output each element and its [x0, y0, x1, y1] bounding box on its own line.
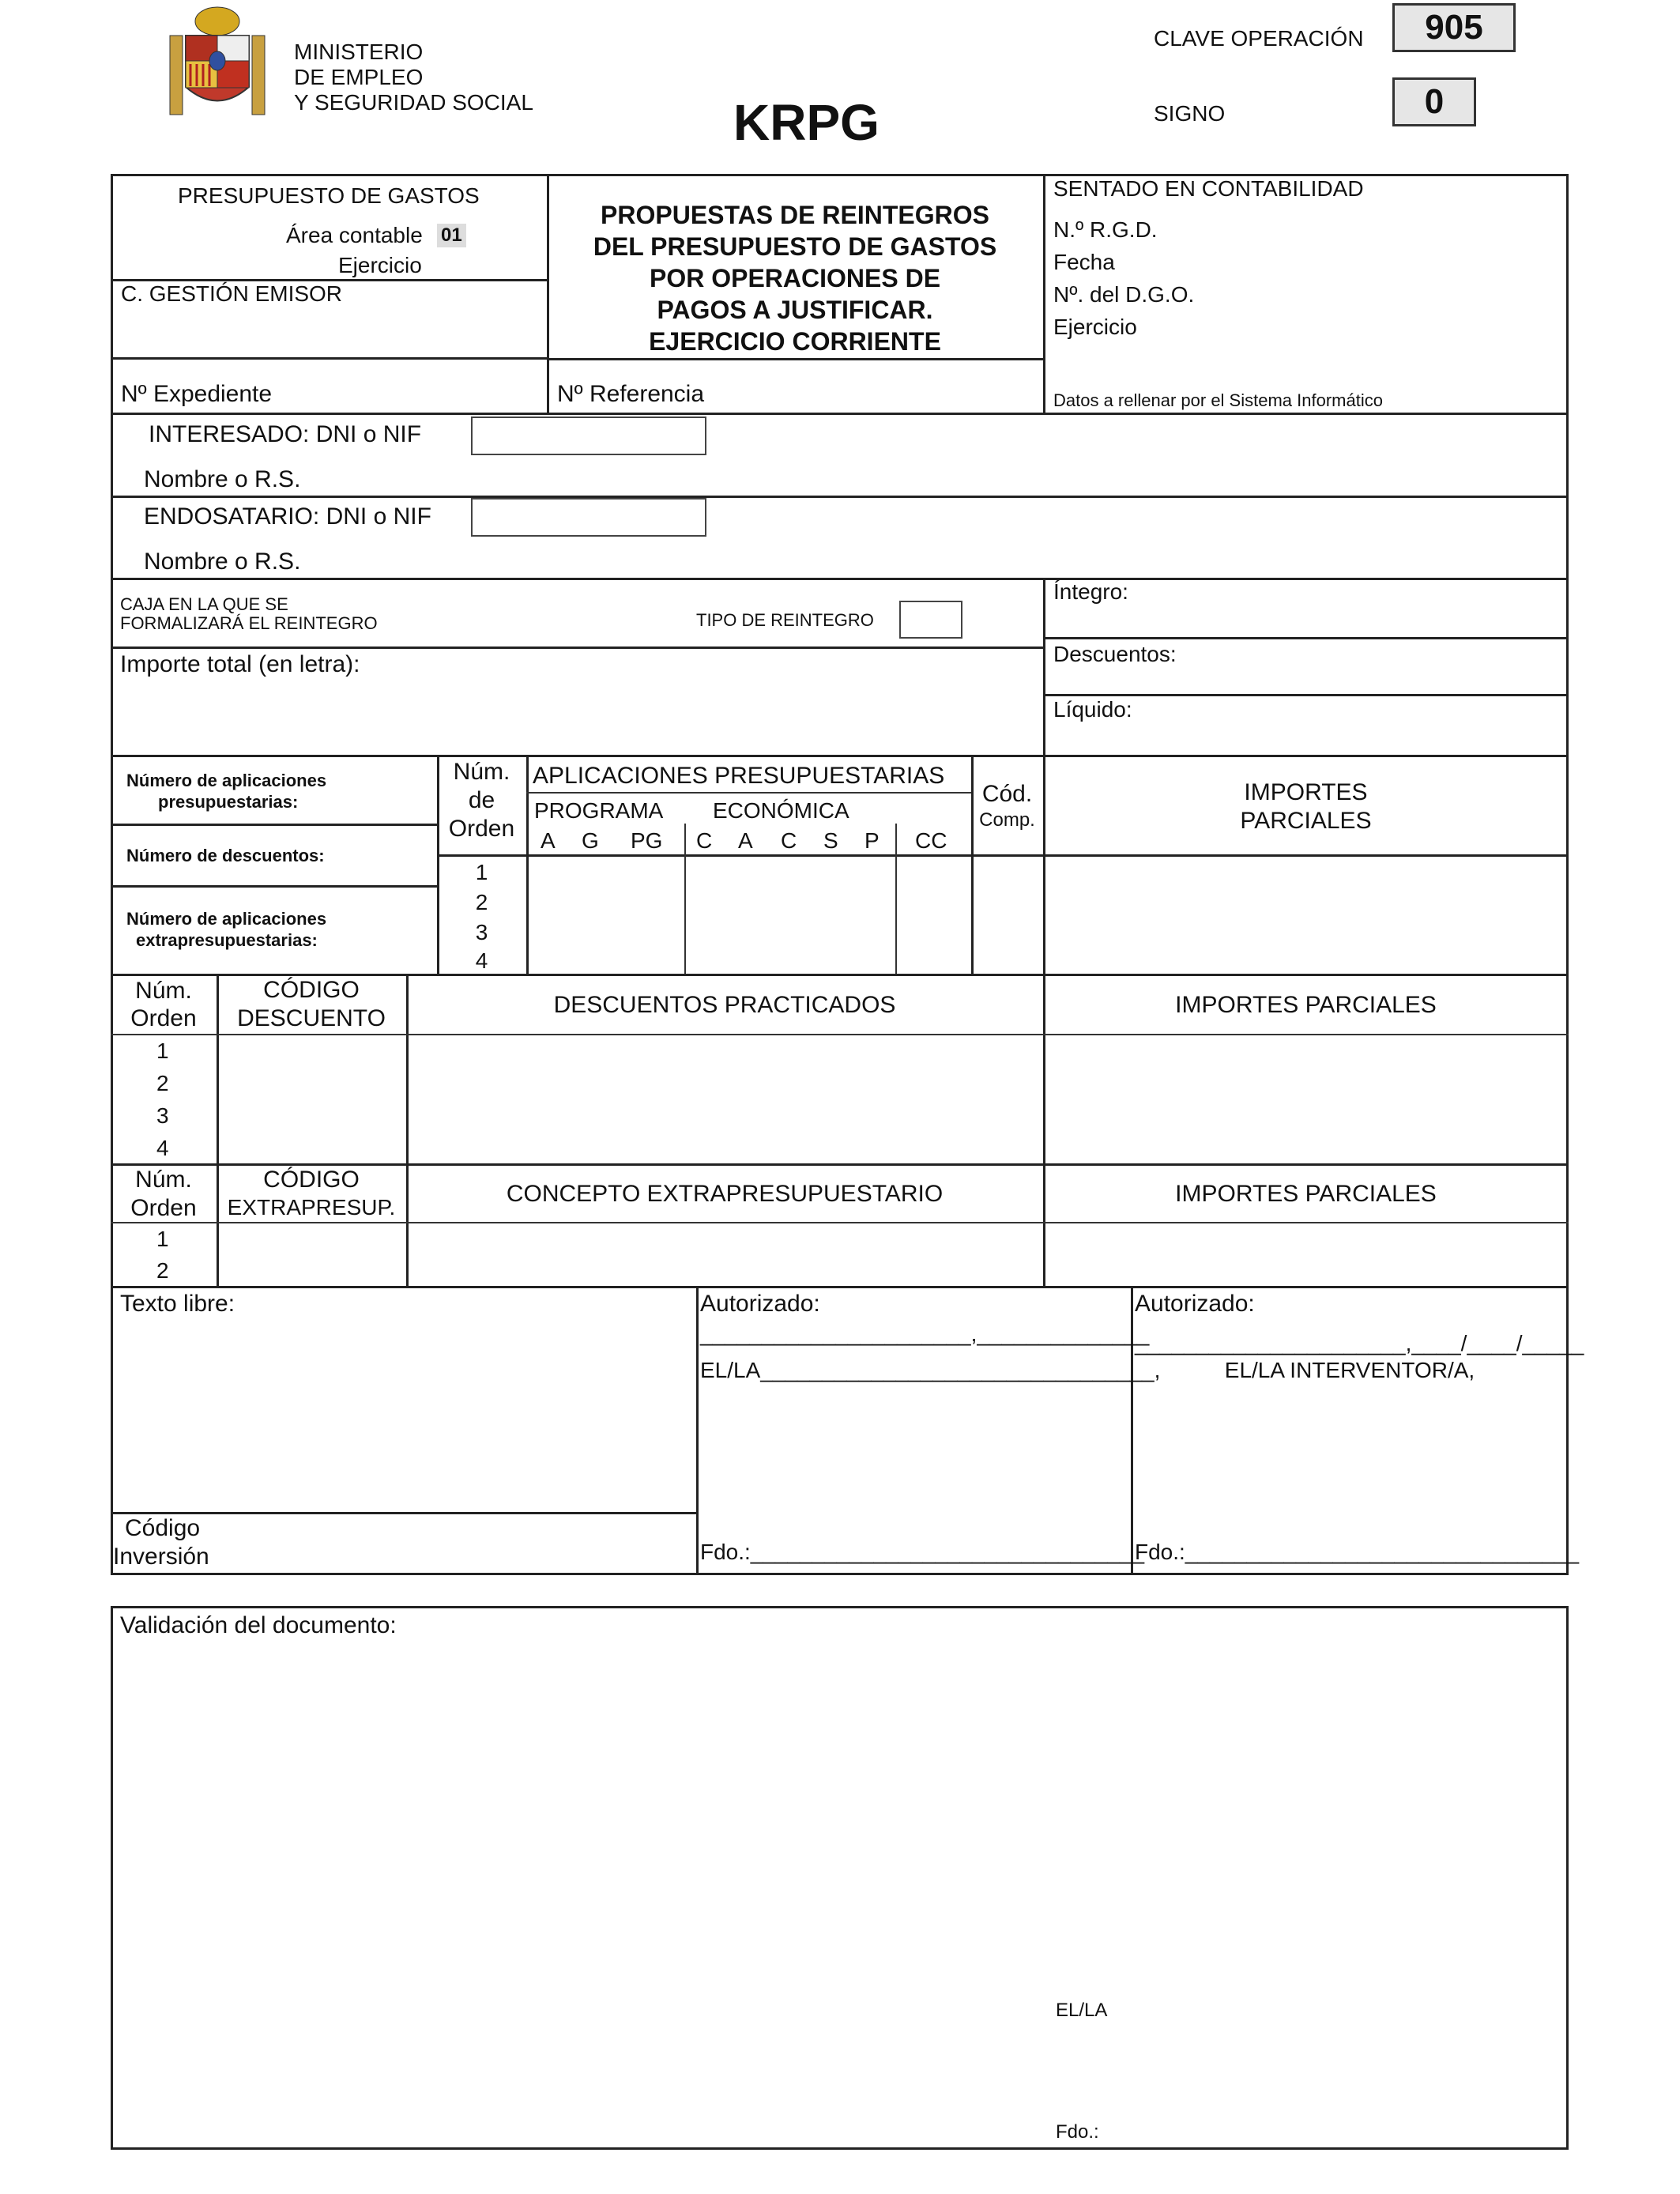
sub-p: P [864, 828, 880, 853]
importe-letra-label: Importe total (en letra): [120, 651, 360, 677]
autorizado-2-line: ______________________,____/____/_____ [1135, 1331, 1584, 1355]
aplic-row-3: 3 [475, 920, 488, 944]
num-orden-label-2: de [468, 787, 495, 813]
aplic-row-1: 1 [475, 860, 488, 884]
desc-num-label-1: Núm. [135, 978, 192, 1004]
sistema-note: Datos a rellenar por el Sistema Informático [1053, 390, 1383, 410]
caja-label-1: CAJA EN LA QUE SE [120, 594, 288, 614]
area-contable-label: Área contable [286, 223, 423, 247]
clave-operacion-label: CLAVE OPERACIÓN [1154, 26, 1364, 51]
desc-codigo-label-2: DESCUENTO [237, 1005, 386, 1031]
importes-parciales-1: IMPORTES [1244, 779, 1368, 805]
extra-num-label-1: Núm. [135, 1167, 192, 1193]
num-descuentos-label: Número de descuentos: [126, 846, 325, 865]
area-contable-value: 01 [437, 224, 466, 247]
ejercicio-label: Ejercicio [338, 253, 422, 277]
num-orden-label-3: Orden [448, 816, 515, 842]
sentado-contabilidad-label: SENTADO EN CONTABILIDAD [1053, 176, 1364, 201]
interesado-label: INTERESADO: DNI o NIF [149, 421, 422, 447]
desc-row-1: 1 [156, 1039, 169, 1063]
codigo-label: Código [125, 1515, 201, 1541]
extra-row-1: 1 [156, 1227, 169, 1251]
sub-g: G [582, 828, 599, 853]
fecha-label: Fecha [1053, 250, 1115, 274]
autorizado-1-ella: EL/LA________________________________, [700, 1358, 1161, 1382]
descuentos-label: Descuentos: [1053, 642, 1177, 666]
inversion-label: Inversión [113, 1544, 209, 1570]
desc-row-2: 2 [156, 1071, 169, 1095]
dgo-label: Nº. del D.G.O. [1053, 282, 1195, 307]
aplic-row-2: 2 [475, 890, 488, 914]
num-extra-label-2: extrapresupuestarias: [136, 930, 318, 950]
texto-libre-label: Texto libre: [120, 1291, 235, 1317]
tipo-reintegro-input[interactable] [899, 601, 962, 639]
sub-a2: A [738, 828, 753, 853]
sub-cc: CC [915, 828, 947, 853]
desc-importes-header: IMPORTES PARCIALES [1175, 992, 1437, 1018]
sub-pg: PG [631, 828, 663, 853]
validacion-fdo[interactable]: Fdo.: [1056, 2121, 1099, 2143]
autorizado-2-fdo[interactable]: Fdo.:________________________________ [1135, 1540, 1580, 1564]
aplicaciones-header: APLICACIONES PRESUPUESTARIAS [533, 763, 945, 789]
programa-label: PROGRAMA [534, 798, 664, 823]
ministry-line-1: MINISTERIO [294, 40, 424, 64]
gestion-emisor-label: C. GESTIÓN EMISOR [121, 281, 343, 306]
signo-value: 0 [1392, 77, 1476, 126]
num-aplic-label-1: Número de aplicaciones [126, 771, 327, 790]
interventor-label: EL/LA INTERVENTOR/A, [1224, 1358, 1475, 1382]
referencia-field[interactable]: Nº Referencia [557, 381, 705, 407]
sub-c2: C [781, 828, 797, 853]
extra-num-label-2: Orden [130, 1195, 197, 1221]
liquido-label: Líquido: [1053, 697, 1132, 722]
endosatario-label: ENDOSATARIO: DNI o NIF [144, 503, 431, 530]
concepto-extra-header: CONCEPTO EXTRAPRESUPUESTARIO [506, 1181, 944, 1207]
ministry-line-2: DE EMPLEO [294, 65, 424, 89]
sub-a: A [541, 828, 556, 853]
coat-of-arms-logo [162, 4, 273, 121]
descuentos-practicados-header: DESCUENTOS PRACTICADOS [553, 992, 896, 1018]
sub-s: S [823, 828, 838, 853]
validacion-ella: EL/LA [1056, 2000, 1108, 2021]
desc-codigo-label-1: CÓDIGO [263, 977, 360, 1003]
sub-c: C [696, 828, 713, 853]
rgd-label: N.º R.G.D. [1053, 217, 1158, 242]
desc-num-label-2: Orden [130, 1005, 197, 1031]
desc-row-3: 3 [156, 1103, 169, 1128]
extra-codigo-label-1: CÓDIGO [263, 1167, 360, 1193]
form-code: KRPG [733, 94, 880, 151]
economica-label: ECONÓMICA [713, 798, 849, 823]
expediente-field[interactable]: Nº Expediente [121, 381, 273, 407]
ministry-line-3: Y SEGURIDAD SOCIAL [294, 90, 533, 115]
autorizado-1-line: ______________________,______________ [700, 1321, 1150, 1346]
interesado-nombre-label: Nombre o R.S. [144, 466, 301, 492]
autorizado-1-label: Autorizado: [700, 1291, 820, 1317]
endosatario-nombre-label: Nombre o R.S. [144, 548, 301, 575]
cod-label: Cód. [981, 781, 1033, 807]
validacion-label: Validación del documento: [120, 1612, 397, 1638]
presupuesto-gastos-label: PRESUPUESTO DE GASTOS [178, 183, 480, 208]
autorizado-2-label: Autorizado: [1135, 1291, 1255, 1317]
interesado-nif-input[interactable] [471, 417, 706, 455]
tipo-reintegro-label: TIPO DE REINTEGRO [696, 610, 874, 630]
form-title-line-3: POR OPERACIONES DE [649, 264, 941, 292]
form-title-line-4: PAGOS A JUSTIFICAR. [657, 296, 933, 324]
autorizado-1-fdo[interactable]: Fdo.:________________________________ [700, 1540, 1145, 1564]
form-title-line-5: EJERCICIO CORRIENTE [649, 327, 941, 356]
extra-codigo-label-2: EXTRAPRESUP. [227, 1195, 396, 1220]
extra-importes-header: IMPORTES PARCIALES [1175, 1181, 1437, 1207]
num-aplic-label-2: presupuestarias: [158, 792, 299, 812]
importes-parciales-2: PARCIALES [1240, 808, 1372, 834]
validacion-frame [111, 1606, 1569, 2150]
extra-row-2: 2 [156, 1258, 169, 1283]
signo-label: SIGNO [1154, 101, 1226, 126]
aplic-row-4: 4 [475, 948, 488, 973]
num-orden-label-1: Núm. [453, 759, 510, 785]
form-title-line-1: PROPUESTAS DE REINTEGROS [601, 201, 989, 229]
desc-row-4: 4 [156, 1136, 169, 1160]
caja-label-2: FORMALIZARÁ EL REINTEGRO [120, 613, 378, 633]
clave-operacion-value: 905 [1392, 3, 1516, 52]
form-title-line-2: DEL PRESUPUESTO DE GASTOS [593, 232, 997, 261]
num-extra-label-1: Número de aplicaciones [126, 909, 327, 929]
ejercicio-contab-label: Ejercicio [1053, 315, 1137, 339]
comp-label: Comp. [979, 809, 1035, 831]
endosatario-nif-input[interactable] [471, 498, 706, 537]
integro-label: Íntegro: [1053, 579, 1128, 604]
